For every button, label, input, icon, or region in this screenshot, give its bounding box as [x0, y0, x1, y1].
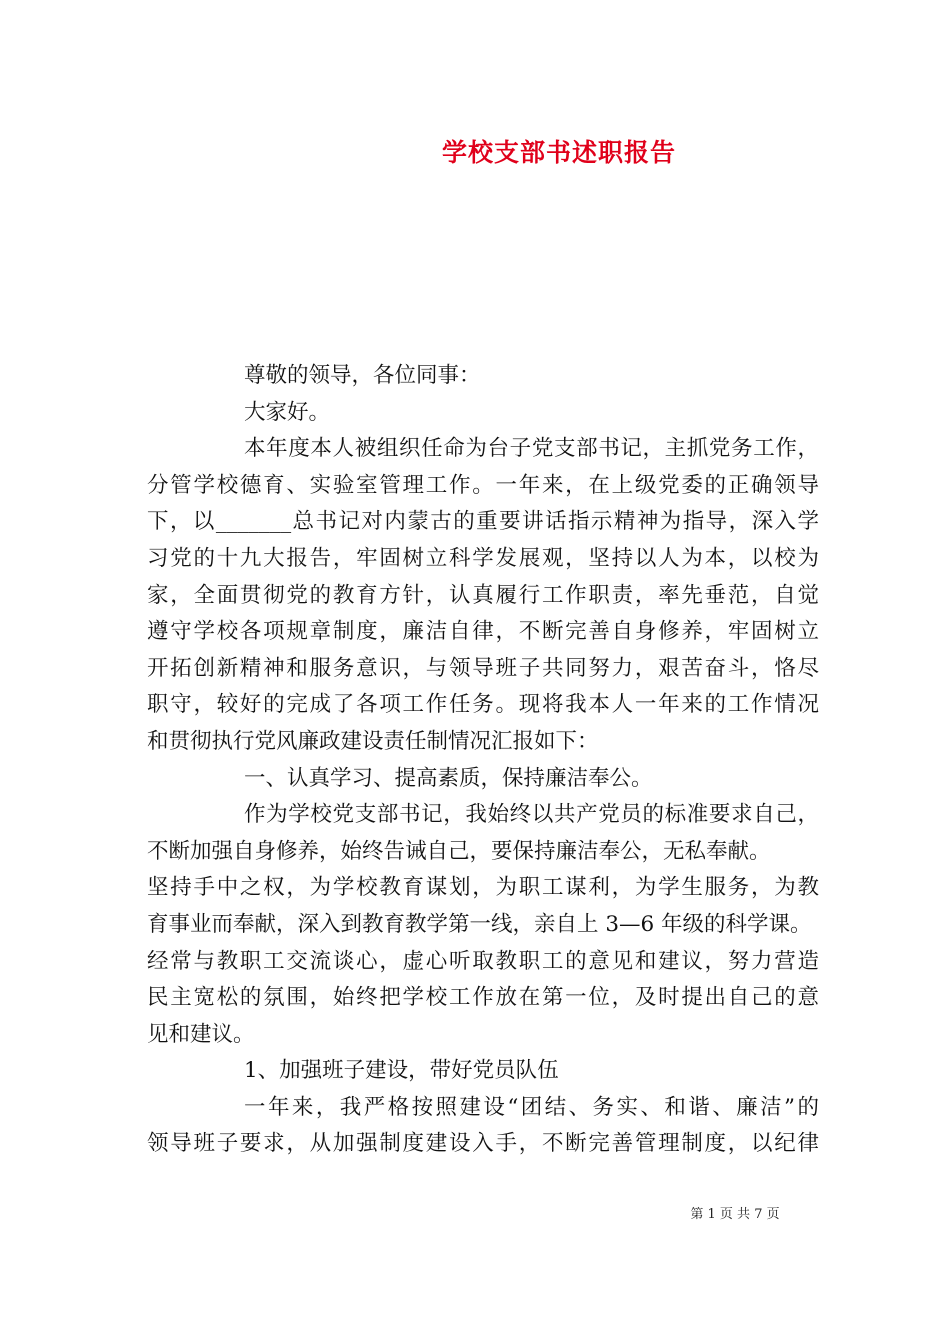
text-line: 1、加强班子建设，带好党员队伍 — [244, 1058, 559, 1084]
text-line: 习党的十九大报告，牢固树立科学发展观，坚持以人为本，以校为 — [147, 545, 819, 571]
text-line: 民主宽松的氛围，始终把学校工作放在第一位，及时提出自己的意 — [147, 985, 819, 1011]
text-line: 家，全面贯彻党的教育方针，认真履行工作职责，率先垂范，自觉 — [147, 582, 819, 608]
text-line: 一年来，我严格按照建设“团结、务实、和谐、廉洁”的 — [244, 1094, 819, 1120]
text-line: 见和建议。 — [147, 1021, 255, 1047]
text-line: 不断加强自身修养，始终告诫自己，要保持廉洁奉公，无私奉献。 — [147, 838, 771, 864]
text-line: 开拓创新精神和服务意识，与领导班子共同努力，艰苦奋斗，恪尽 — [147, 655, 819, 681]
document-body — [147, 358, 819, 1163]
text-line: 本年度本人被组织任命为台子党支部书记，主抓党务工作， — [244, 436, 819, 462]
text-line: 育事业而奉献，深入到教育教学第一线，亲自上 3—6 年级的科学课。 — [147, 911, 812, 937]
text-line: 作为学校党支部书记，我始终以共产党员的标准要求自己， — [244, 802, 819, 828]
page-footer: 第 1 页 共 7 页 — [690, 1207, 780, 1222]
text-line: 遵守学校各项规章制度，廉洁自律，不断完善自身修养，牢固树立 — [147, 619, 819, 645]
text-line: 一、认真学习、提高素质，保持廉洁奉公。 — [244, 765, 653, 791]
text-line: 经常与教职工交流谈心，虚心听取教职工的意见和建议，努力营造 — [147, 948, 819, 974]
text-line: 分管学校德育、实验室管理工作。一年来，在上级党委的正确领导 — [147, 472, 819, 498]
text-line: 下，以_______总书记对内蒙古的重要讲话指示精神为指导，深入学 — [147, 509, 819, 535]
text-line: 领导班子要求，从加强制度建设入手，不断完善管理制度，以纪律 — [147, 1131, 819, 1157]
page-title: 学校支部书述职报告 — [441, 138, 676, 167]
text-line: 和贯彻执行党风廉政建设责任制情况汇报如下： — [147, 728, 599, 754]
text-line: 坚持手中之权，为学校教育谋划，为职工谋利，为学生服务，为教 — [147, 875, 819, 901]
text-line: 尊敬的领导，各位同事： — [244, 363, 481, 388]
text-line: 大家好。 — [244, 399, 331, 425]
text-line: 职守，较好的完成了各项工作任务。现将我本人一年来的工作情况 — [147, 692, 819, 718]
